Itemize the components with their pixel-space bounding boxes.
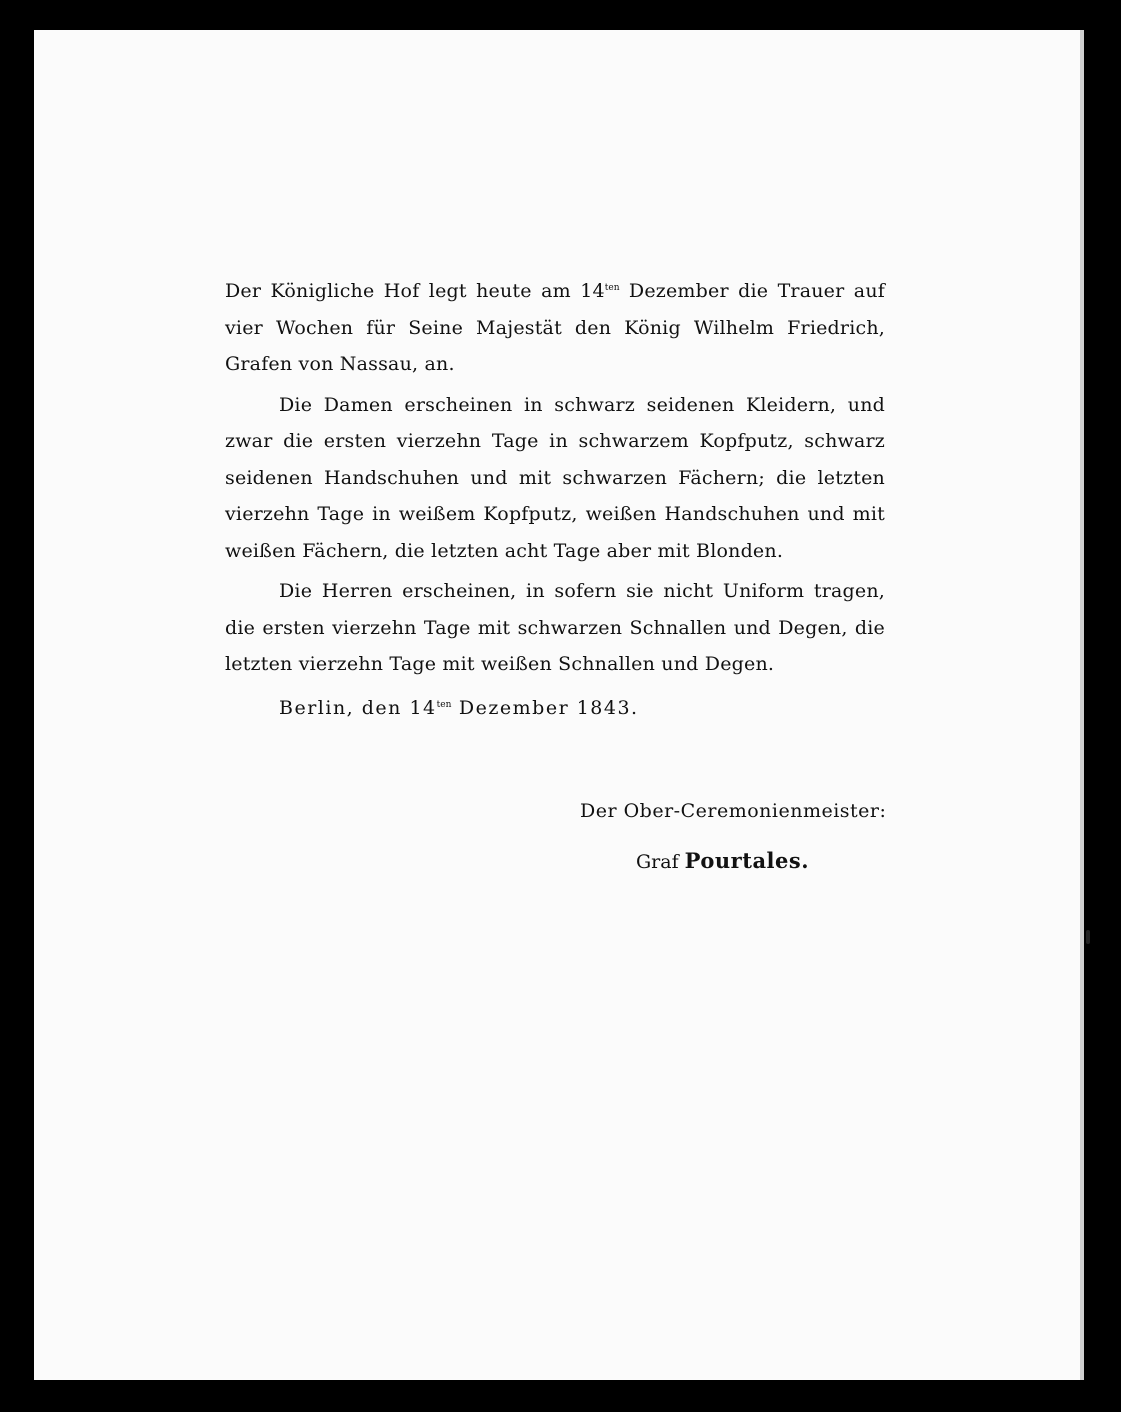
- date-ordinal-suffix: ten: [436, 699, 452, 710]
- signatory-surname: Pourtales.: [684, 848, 810, 873]
- announcement-body: [225, 270, 885, 726]
- paragraph-gentlemen-dress: Die Herren erscheinen, in sofern sie nicht Uniform tragen, die ersten vierzehn Tage mit schwarzen Schnallen und Degen, die letzten vierzehn Tage mit weißen Schnallen und Degen.: [225, 580, 885, 675]
- day-ordinal-suffix: ten: [604, 283, 620, 293]
- paragraph-mourning-announcement: [225, 270, 885, 383]
- date-line-start: Berlin, den 14: [279, 696, 437, 719]
- paragraph-ladies-dress: Die Damen erscheinen in schwarz seidenen Kleidern, und zwar die ersten vierzehn Tage in schwarzem Kopfputz, schwarz seidenen Handschuhen und mit schwarzen Fächern; die letzten vierzehn Tage in weißem Kopfputz, weißen Handschuhen und mit weißen Fächern, die letzten acht Tage aber mit Blonden.: [225, 393, 885, 562]
- signatory-name: [636, 848, 809, 873]
- signatory-rank: Graf: [636, 851, 679, 873]
- paragraph-1-start: Der Königliche Hof legt heute am 14: [225, 280, 605, 302]
- margin-ink-mark: [1086, 930, 1090, 944]
- signatory-title: Der Ober-Ceremonienmeister:: [580, 800, 887, 822]
- paragraph-1-end: Dezember die Trauer auf vier Wochen für Seine Majestät den König Wilhelm Friedrich, Grafen von Nassau, an.: [225, 280, 885, 375]
- place-and-date: [279, 687, 885, 727]
- date-line-end: Dezember 1843.: [451, 696, 639, 719]
